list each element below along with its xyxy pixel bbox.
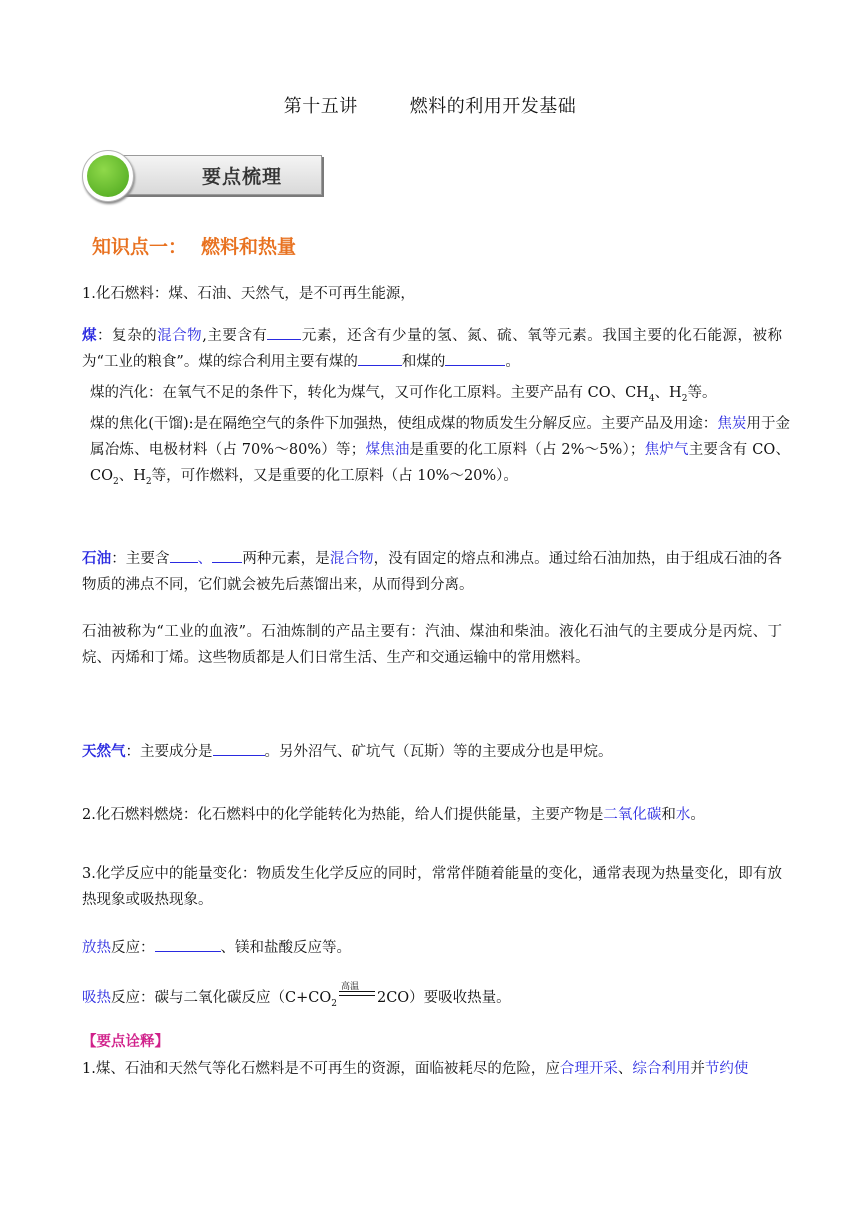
reaction-condition: 高温 <box>340 982 359 992</box>
paragraph-petroleum-products: 石油被称为“工业的血液”。石油炼制的产品主要有：汽油、煤油和柴油。液化石油气的主要成分是丙烷、丁烷、丙烯和丁烯。这些物质都是人们日常生活、生产和交通运输中的常用燃料。 <box>82 624 782 666</box>
combustion-text-3: 。 <box>690 807 705 823</box>
petroleum-text-2: 两种元素，是 <box>242 551 330 567</box>
note-text-3: 并 <box>690 1061 705 1077</box>
endothermic-text-1: 反应：碳与二氧化碳反应（C+CO <box>111 990 332 1006</box>
gasification-text-1: 煤的汽化：在氧气不足的条件下，转化为煤气，又可作化工原料。主要产品有 CO、CH <box>90 385 649 401</box>
keyword-exothermic: 放热 <box>82 940 111 956</box>
double-line <box>339 991 375 996</box>
gasification-text-3: 等。 <box>687 385 717 401</box>
fill-blank[interactable] <box>445 350 505 366</box>
paragraph-coal <box>82 323 782 375</box>
blank-separator: 、 <box>197 551 213 567</box>
keyword-mixture: 混合物 <box>329 551 374 567</box>
green-dot-icon <box>87 155 129 197</box>
keyword-endothermic: 吸热 <box>82 990 111 1006</box>
knowledge-point-label: 知识点一： <box>92 236 188 258</box>
keyword-carbon-dioxide: 二氧化碳 <box>603 807 662 823</box>
paragraph-fossil-fuels: 1.化石燃料：煤、石油、天然气，是不可再生能源， <box>82 286 415 302</box>
coking-text-2: 用于金属冶炼、电极材料（占 70%～80%）等； <box>90 416 791 458</box>
fill-blank[interactable] <box>212 547 242 563</box>
knowledge-point-heading <box>92 232 296 259</box>
coking-text-4: 主要含有 CO、CO <box>90 442 790 484</box>
paragraph-note-1 <box>82 1056 782 1082</box>
knowledge-point-topic: 燃料和热量 <box>201 236 297 258</box>
fill-blank[interactable] <box>267 324 301 340</box>
coal-text-1: ：复杂的 <box>97 328 158 344</box>
paragraph-gasification <box>82 380 790 412</box>
keyword-mixture: 混合物 <box>157 328 203 344</box>
keyword-coke: 焦炭 <box>717 416 747 432</box>
lecture-title <box>0 92 860 118</box>
fill-blank[interactable] <box>155 936 221 952</box>
subscript: 2 <box>331 998 337 1009</box>
natural-gas-text-1: ：主要成分是 <box>125 744 213 760</box>
section-banner <box>82 150 322 200</box>
combustion-text-2: 和 <box>661 807 676 823</box>
keyword-rational-mining: 合理开采 <box>559 1061 618 1077</box>
exothermic-text-1: 反应： <box>111 940 155 956</box>
paragraph-combustion <box>82 802 782 828</box>
natural-gas-text-2: 。另外沼气、矿坑气（瓦斯）等的主要成分也是甲烷。 <box>264 744 613 760</box>
keyword-coke-oven-gas: 焦炉气 <box>644 442 689 458</box>
keyword-coal-tar: 煤焦油 <box>365 442 410 458</box>
subscript: 4 <box>648 393 655 404</box>
banner-circle-icon <box>82 150 134 202</box>
note-text-2: 、 <box>617 1061 633 1077</box>
coal-text-3: 元素，还含有少量的氢、氮、硫、氧等元素。我国主要的化石能源，被称为“工业的粮食”。煤的综合利用主要有煤的 <box>82 328 783 370</box>
coking-text-6: 等，可作燃料，又是重要的化工原料（占 10%～20%）。 <box>151 468 518 484</box>
coal-text-2: ,主要含有 <box>202 328 268 344</box>
keyword-water: 水 <box>675 807 691 823</box>
natural-gas-heading: 天然气 <box>82 743 126 760</box>
petroleum-text-1: ：主要含 <box>111 551 170 567</box>
keyword-comprehensive-use: 综合利用 <box>632 1061 691 1077</box>
fill-blank[interactable] <box>170 547 198 563</box>
combustion-text-1: 2.化石燃料燃烧：化石燃料中的化学能转化为热能，给人们提供能量，主要产物是 <box>82 807 604 823</box>
endothermic-text-2: 2CO）要吸收热量。 <box>376 990 511 1006</box>
subscript: 2 <box>145 476 152 487</box>
paragraph-petroleum <box>82 546 782 598</box>
paragraph-coking <box>82 411 790 495</box>
exothermic-text-2: 、镁和盐酸反应等。 <box>220 940 351 956</box>
coal-text-4: 和煤的 <box>401 354 446 370</box>
subscript: 2 <box>112 476 119 487</box>
paragraph-natural-gas <box>82 739 782 765</box>
coking-text-5: 、H <box>118 468 146 484</box>
lecture-number: 第十五讲 <box>283 96 358 117</box>
petroleum-text-3: ，没有固定的熔点和沸点。通过给石油加热，由于组成石油的各物质的沸点不同，它们就会被先后蒸馏出来，从而得到分离。 <box>82 551 783 593</box>
paragraph-endothermic <box>82 982 782 1017</box>
coking-text-3: 是重要的化工原料（占 2%～5%）； <box>409 442 645 458</box>
coal-heading: 煤 <box>82 327 98 344</box>
paragraph-energy-change: 3.化学反应中的能量变化：物质发生化学反应的同时，常常伴随着能量的变化，通常表现为热量变化，即有放热现象或吸热现象。 <box>82 866 782 908</box>
reaction-equals-sign <box>337 982 377 1002</box>
banner-label: 要点梳理 <box>202 166 283 188</box>
petroleum-heading: 石油 <box>82 550 112 567</box>
note-text-1: 1.煤、石油和天然气等化石燃料是不可再生的资源，面临被耗尽的危险，应 <box>82 1061 560 1077</box>
keyword-economical-use: 节约使 <box>704 1061 749 1077</box>
fill-blank[interactable] <box>213 740 265 756</box>
gasification-text-2: 、H <box>654 385 682 401</box>
coal-text-5: 。 <box>505 354 520 370</box>
note-heading: 【要点诠释】 <box>82 1033 169 1050</box>
paragraph-exothermic <box>82 935 782 961</box>
fill-blank[interactable] <box>358 350 402 366</box>
subscript: 2 <box>681 393 688 404</box>
coking-text-1: 煤的焦化(干馏):是在隔绝空气的条件下加强热，使组成煤的物质发生分解反应。主要产品及用途： <box>90 416 718 432</box>
lecture-topic: 燃料的利用开发基础 <box>409 96 577 117</box>
